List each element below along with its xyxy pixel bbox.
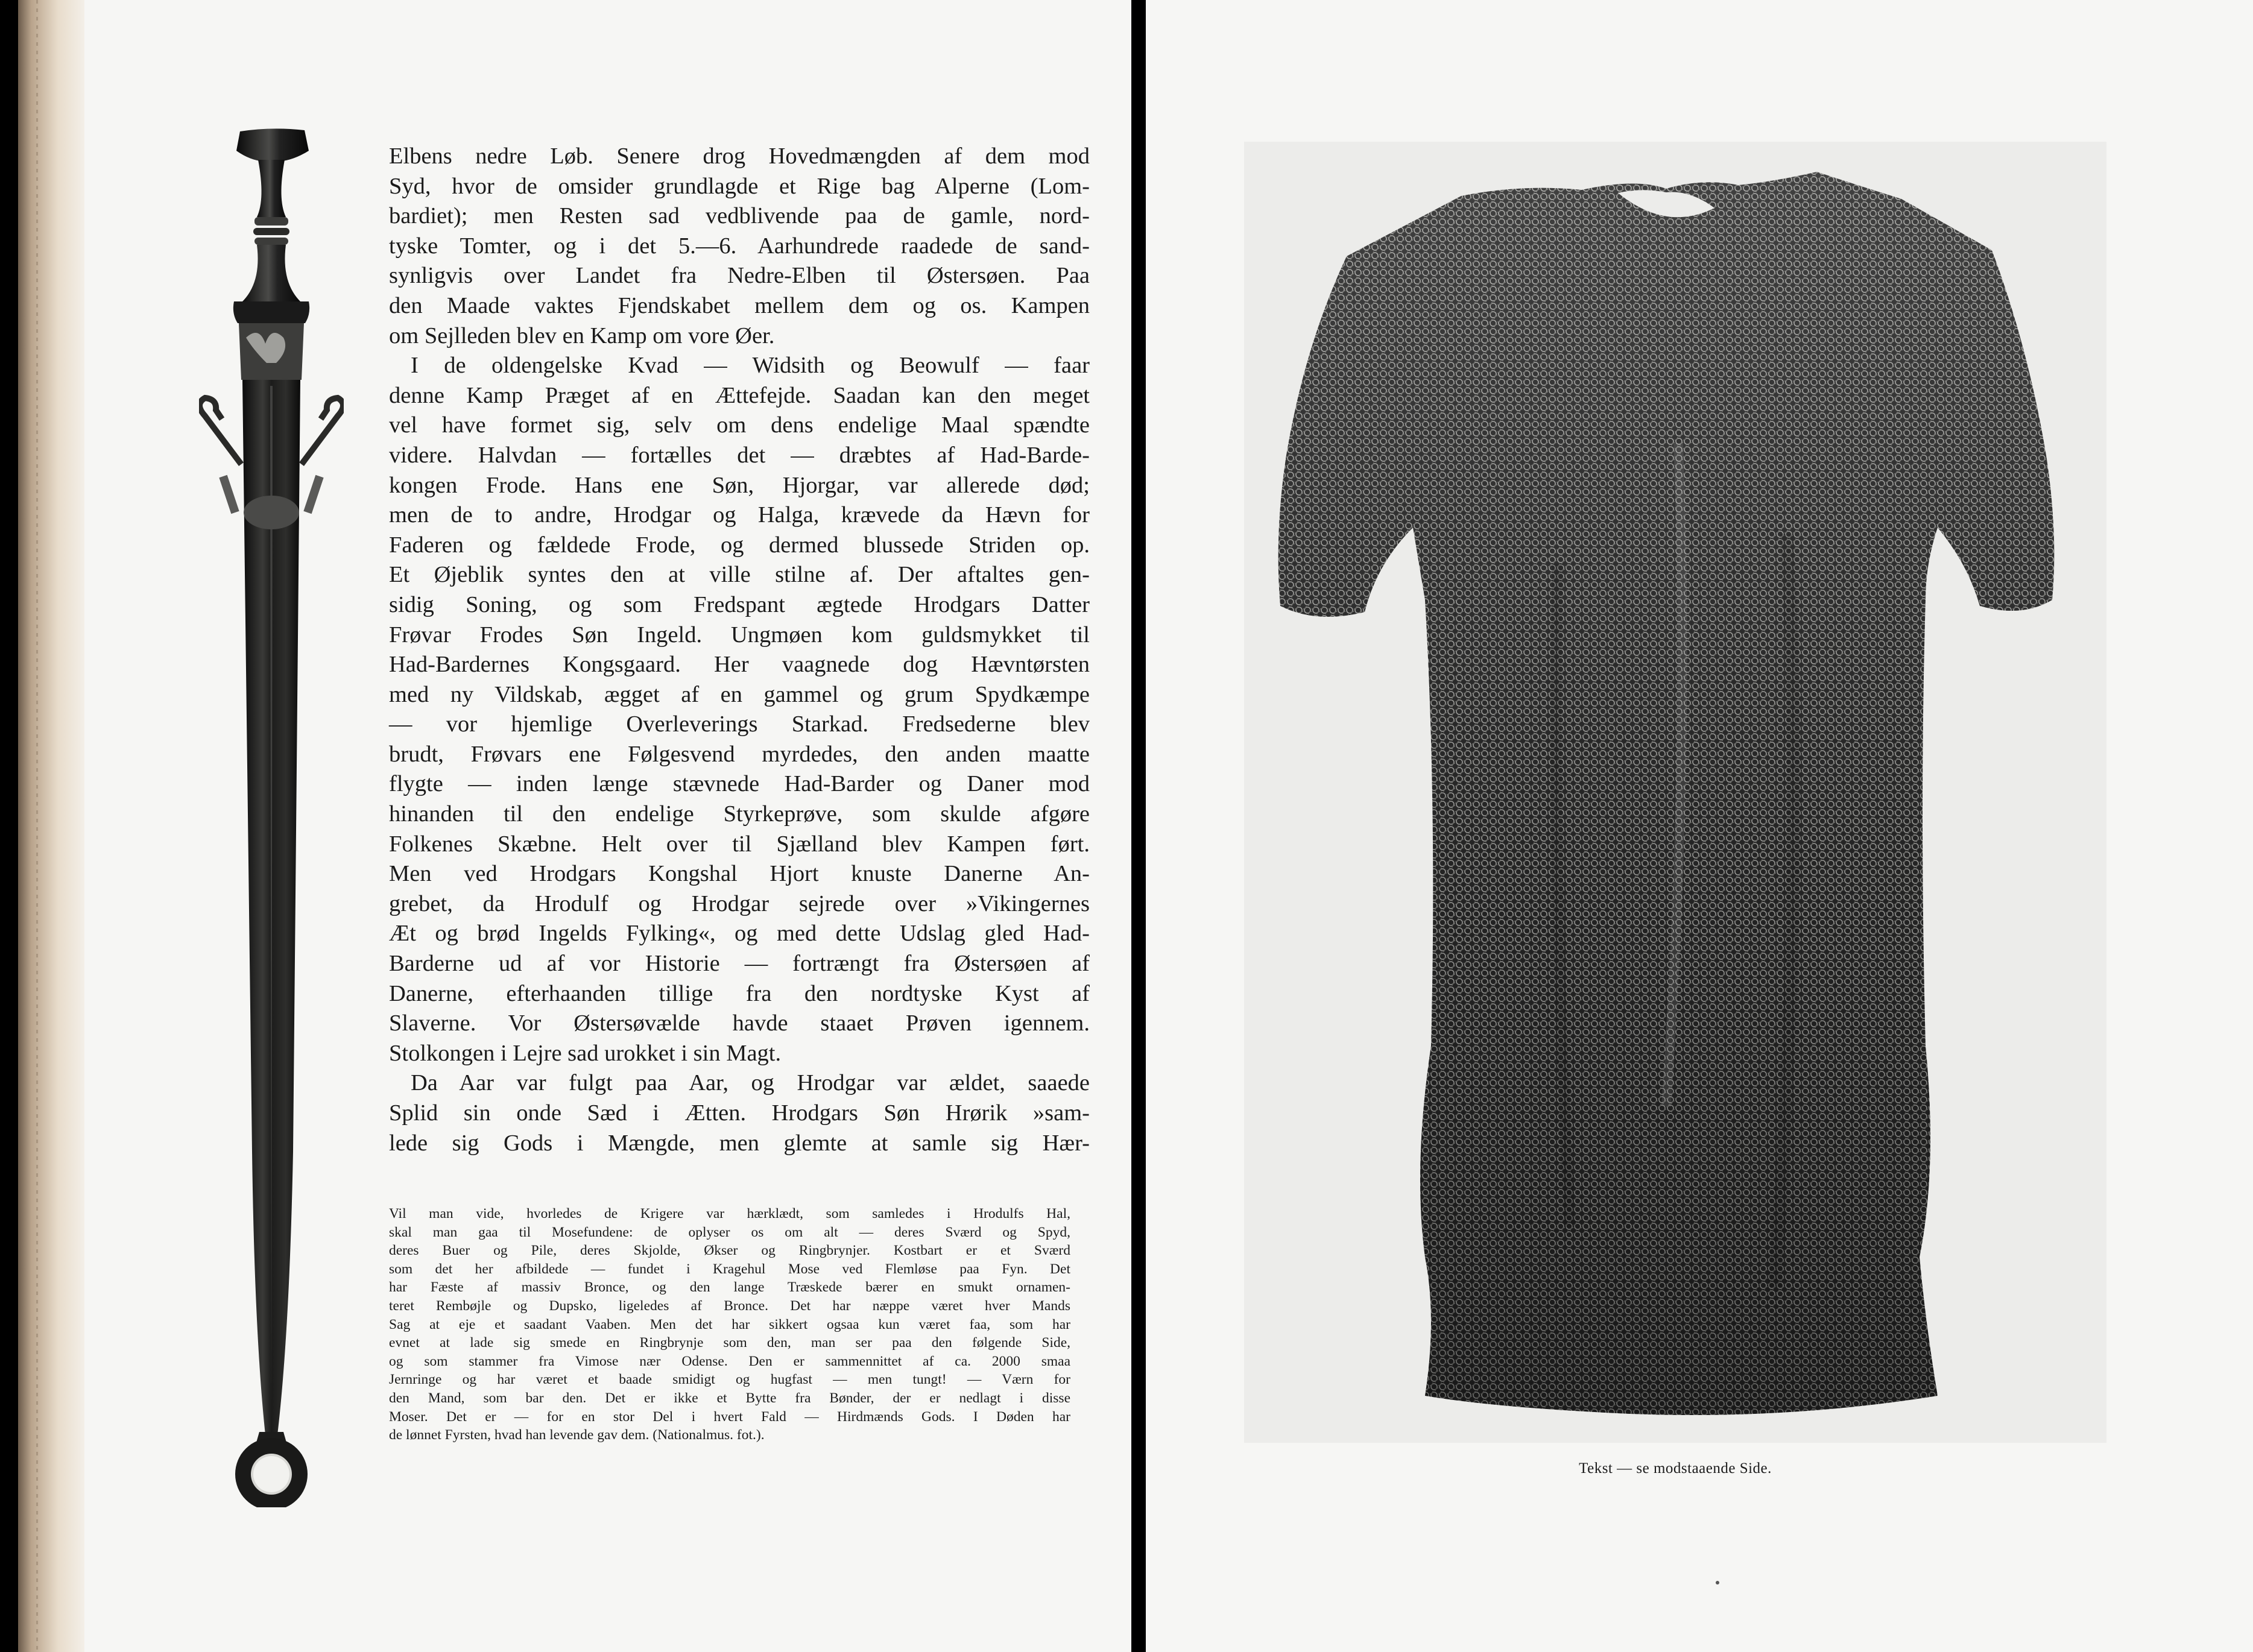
caption-line: har Fæste af massiv Bronce, og den lange Træskede bærer en smukt ornamen- xyxy=(389,1279,1070,1296)
caption-line: Sag at eje et saadant Vaaben. Men det har sikkert ogsaa kun været faa, som har xyxy=(389,1316,1070,1332)
text-line: Slaverne. Vor Østersøvælde havde staaet Prøven igennem. xyxy=(389,1010,1090,1036)
caption-line: den Mand, som bar den. Det er ikke et Bytte fra Bønder, der er nedlagt i disse xyxy=(389,1390,1070,1406)
text-line: grebet, da Hrodulf og Hrodgar sejrede over »Vikingernes xyxy=(389,891,1090,916)
caption-line: Moser. Det er — for en stor Del i hvert Fald — Hirdmænds Gods. I Døden har xyxy=(389,1408,1070,1425)
text-line: Splid sin onde Sæd i Ætten. Hrodgars Søn Hrørik »sam- xyxy=(389,1100,1090,1126)
caption-line: deres Buer og Pile, deres Skjolde, Økser og Ringbrynjer. Kostbart er et Sværd xyxy=(389,1243,1070,1259)
text-line: sidig Soning, og som Fredspant ægtede Hrodgars Datter xyxy=(389,591,1090,617)
caption-line: og som stammer fra Vimose nær Odense. Den er sammennittet af ca. 2000 smaa xyxy=(389,1353,1070,1369)
caption-line: de lønnet Fyrsten, hvad han levende gav dem. (Nationalmus. fot.). xyxy=(389,1427,765,1443)
text-line: lede sig Gods i Mængde, men glemte at samle sig Hær- xyxy=(389,1130,1090,1156)
chainmail-shirt-photo xyxy=(1244,142,2106,1443)
text-line: Barderne ud af vor Historie — fortrængt fra Østersøen af xyxy=(389,951,1090,977)
caption-line: som det her afbildede — fundet i Kragehul Mose ved Flemløse paa Fyn. Det xyxy=(389,1261,1070,1277)
caption-line: Jernringe og har været et baade smidigt og hugfast — men tungt! — Værn for xyxy=(389,1372,1070,1388)
text-line: kongen Frode. Hans ene Søn, Hjorgar, var allerede død; xyxy=(389,472,1090,498)
text-line: Et Øjeblik syntes den at ville stilne af. Der aftaltes gen- xyxy=(389,562,1090,588)
text-line: Syd, hvor de omsider grundlagde et Rige bag Alperne (Lom- xyxy=(389,173,1090,199)
text-line: Folkenes Skæbne. Helt over til Sjælland blev Kampen ført. xyxy=(389,831,1090,857)
plate-caption: Tekst — se modstaaende Side. xyxy=(1579,1460,1772,1477)
book-page-edge xyxy=(18,0,84,1652)
text-line: denne Kamp Præget af en Ættefejde. Saadan kan den meget xyxy=(389,382,1090,408)
text-line: Faderen og fældede Frode, og dermed blussede Striden op. xyxy=(389,532,1090,558)
text-line: Had-Bardernes Kongsgaard. Her vaagnede dog Hævntørsten xyxy=(389,652,1090,678)
right-page xyxy=(1146,0,2253,1652)
text-line: Stolkongen i Lejre sad urokket i sin Magt. xyxy=(389,1040,782,1066)
text-line: synligvis over Landet fra Nedre-Elben til Østersøen. Paa xyxy=(389,263,1090,289)
text-line: bardiet); men Resten sad vedblivende paa de gamle, nord- xyxy=(389,203,1090,229)
caption-line: Vil man vide, hvorledes de Krigere var hærklædt, som samledes i Hrodulfs Hal, xyxy=(389,1206,1070,1222)
text-line: om Sejlleden blev en Kamp om vore Øer. xyxy=(389,323,775,348)
sword-illustration xyxy=(199,127,344,1507)
text-line: Danerne, efterhaanden tillige fra den nordtyske Kyst af xyxy=(389,980,1090,1006)
text-line: hinanden til den endelige Styrkeprøve, som skulde afgøre xyxy=(389,801,1090,827)
text-line: — vor hjemlige Overleverings Starkad. Fredsederne blev xyxy=(389,711,1090,737)
body-text xyxy=(389,142,1090,1158)
text-line: Men ved Hrodgars Kongshal Hjort knuste Danerne An- xyxy=(389,861,1090,887)
text-line: vel have formet sig, selv om dens endelige Maal spændte xyxy=(389,412,1090,438)
text-line: Frøvar Frodes Søn Ingeld. Ungmøen kom guldsmykket til xyxy=(389,622,1090,648)
caption-line: evnet at lade sig smede en Ringbrynje som den, man ser paa den følgende Side, xyxy=(389,1335,1070,1351)
text-line: videre. Halvdan — fortælles det — dræbtes af Had-Barde- xyxy=(389,442,1090,468)
figure-caption xyxy=(389,1205,1070,1445)
paper-speck xyxy=(1716,1581,1719,1584)
text-line: Æt og brød Ingelds Fylking«, og med dette Udslag gled Had- xyxy=(389,921,1090,947)
caption-line: skal man gaa til Mosefundene: de oplyser os om alt — deres Sværd og Spyd, xyxy=(389,1224,1070,1240)
text-line: men de to andre, Hrodgar og Halga, krævede da Hævn for xyxy=(389,502,1090,528)
text-line: med ny Vildskab, ægget af en gammel og grum Spydkæmpe xyxy=(389,681,1090,707)
text-line: den Maade vaktes Fjendskabet mellem dem og os. Kampen xyxy=(389,292,1090,318)
text-line: Elbens nedre Løb. Senere drog Hovedmængden af dem mod xyxy=(389,143,1090,169)
text-line: flygte — inden længe stævnede Had-Barder og Daner mod xyxy=(389,771,1090,797)
text-line: Da Aar var fulgt paa Aar, og Hrodgar var ældet, saaede xyxy=(411,1070,1090,1096)
text-line: tyske Tomter, og i det 5.—6. Aarhundrede raadede de sand- xyxy=(389,233,1090,259)
text-line: I de oldengelske Kvad — Widsith og Beowulf — faar xyxy=(411,353,1090,379)
text-line: brudt, Frøvars ene Følgesvend myrdedes, den anden maatte xyxy=(389,741,1090,767)
caption-line: teret Rembøjle og Dupsko, ligeledes af Bronce. Det har næppe været hver Mands xyxy=(389,1297,1070,1314)
left-page xyxy=(18,0,1131,1652)
